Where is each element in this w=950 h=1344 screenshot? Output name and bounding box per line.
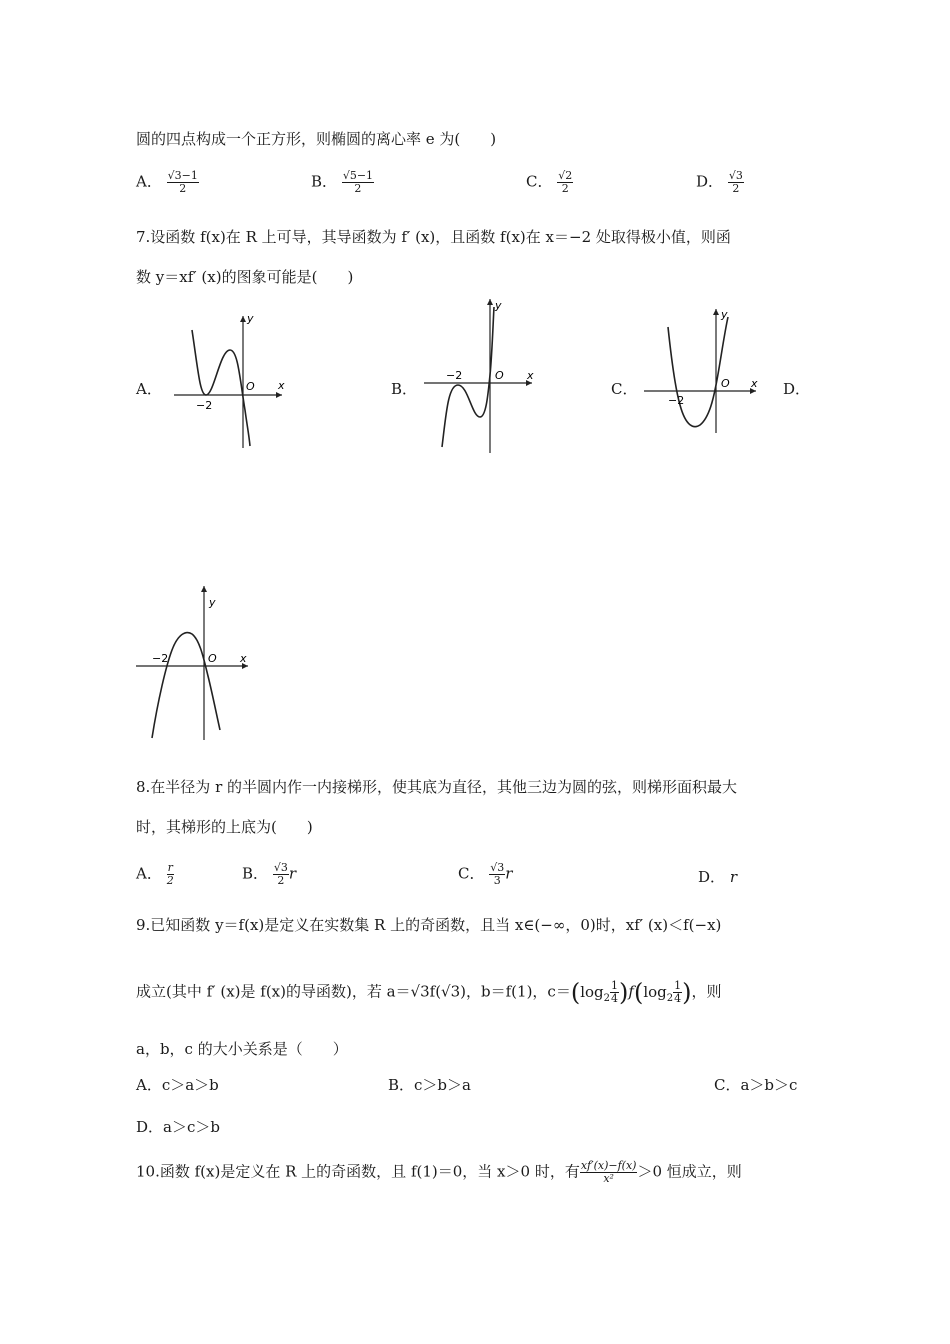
q7-graph-d <box>132 580 257 745</box>
q7-graph-b <box>420 295 540 455</box>
option-fraction: $\frac{√3}{3}$ <box>490 861 505 887</box>
q9-option-c[interactable]: C．a＞b＞c <box>714 1076 798 1094</box>
option-label: B． <box>311 172 338 191</box>
q7-graph-a <box>170 310 290 450</box>
q10-fraction: $\frac{xf'(x)-f(x)}{\text{x²}}$ <box>580 1159 637 1185</box>
q6-option-a[interactable] <box>136 170 199 195</box>
q7-graph-c <box>640 305 765 435</box>
q6-option-d[interactable] <box>696 170 744 195</box>
q8-option-a[interactable] <box>136 862 174 887</box>
log-expression: $\log_2$ $\frac{1}{4}$ <box>580 979 619 1005</box>
q9-option-b[interactable]: B．c＞b＞a <box>388 1076 471 1094</box>
option-label: D． <box>696 172 724 191</box>
q7-text-line1: 7.设函数 f(x)在 R 上可导，其导函数为 f′ (x)，且函数 f(x)在 x＝−2 处取得极小值，则函 <box>136 228 731 246</box>
q7-text-line2: 数 y＝xf′ (x)的图象可能是( ) <box>136 268 354 286</box>
q9-line2-end: ，则 <box>691 982 722 1001</box>
tick-label-minus-2: −2 <box>668 394 685 407</box>
y-axis-label: y <box>247 312 254 325</box>
q7-option-d-label[interactable]: D． <box>783 380 811 398</box>
log-expression: $\log_2$ $\frac{1}{4}$ <box>643 979 682 1005</box>
x-axis-label: x <box>278 379 285 392</box>
option-fraction: $\frac{r}{2}$ <box>166 861 174 887</box>
option-fraction: $\frac{√3}{2}$ <box>273 861 288 887</box>
option-label: B． <box>242 864 269 883</box>
option-fraction: $\frac{√3}{2}$ <box>728 169 743 195</box>
option-label: A． <box>136 864 162 883</box>
origin-label: O <box>721 377 730 390</box>
origin-label: O <box>246 380 255 393</box>
option-tail: r <box>288 864 296 883</box>
q10-text-end: ＞0 恒成立，则 <box>637 1162 742 1181</box>
option-fraction: $\frac{√5-1}{2}$ <box>342 169 374 195</box>
q8-option-d[interactable] <box>698 866 737 887</box>
q10-text-start: 10.函数 f(x)是定义在 R 上的奇函数，且 f(1)＝0，当 x＞0 时，有 <box>136 1162 580 1181</box>
tick-label-minus-2: −2 <box>446 369 463 382</box>
q6-option-b[interactable] <box>311 170 374 195</box>
option-label: D． <box>698 868 726 886</box>
q9-option-a[interactable]: A．c＞a＞b <box>136 1076 219 1094</box>
option-label: C． <box>458 864 485 883</box>
y-axis-label: y <box>209 596 216 609</box>
q7-option-a-label[interactable]: A． <box>136 380 162 398</box>
option-label: C． <box>526 172 553 191</box>
q10-text <box>136 1160 742 1185</box>
tick-label-minus-2: −2 <box>196 399 213 412</box>
f-symbol: f <box>628 982 634 1001</box>
q9-text-line1: 9.已知函数 y＝f(x)是定义在实数集 R 上的奇函数，且当 x∈(−∞，0)时，xf′ (x)＜f(−x) <box>136 916 722 934</box>
q9-text-line3: a，b，c 的大小关系是（ ） <box>136 1040 348 1058</box>
tick-label-minus-2: −2 <box>152 652 169 665</box>
q6-option-c[interactable] <box>526 170 573 195</box>
x-axis-label: x <box>240 652 247 665</box>
q8-text-line1: 8.在半径为 r 的半圆内作一内接梯形，使其底为直径，其他三边为圆的弦，则梯形面积最大 <box>136 778 738 796</box>
option-tail: r <box>505 864 513 883</box>
option-fraction: $\frac{√2}{2}$ <box>558 169 573 195</box>
option-fraction: $\frac{√3-1}{2}$ <box>167 169 198 195</box>
q7-option-c-label[interactable]: C． <box>611 380 638 398</box>
q9-option-d[interactable]: D．a＞c＞b <box>136 1118 220 1136</box>
origin-label: O <box>208 652 217 665</box>
q7-option-b-label[interactable]: B． <box>391 380 418 398</box>
x-axis-label: x <box>527 369 534 382</box>
origin-label: O <box>495 369 504 382</box>
q9-line2-start: 成立(其中 f′ (x)是 f(x)的导函数)，若 a＝√3f(√3)，b＝f(1)，c＝ <box>136 982 571 1001</box>
y-axis-label: y <box>721 308 728 321</box>
x-axis-label: x <box>751 377 758 390</box>
q8-option-b[interactable] <box>242 862 296 887</box>
q8-option-c[interactable] <box>458 862 512 887</box>
option-label: A． <box>136 172 162 191</box>
q6-text: 圆的四点构成一个正方形，则椭圆的离心率 e 为( ) <box>136 130 497 148</box>
q8-text-line2: 时，其梯形的上底为( ) <box>136 818 313 836</box>
q9-text-line2: 成立(其中 f′ (x)是 f(x)的导函数)，若 a＝√3f(√3)，b＝f(1)，$c=(\log_2$ $\frac{1}{4}$ )$f(\log_2$ $\frac{1}{4}$ )，则 <box>136 978 722 1007</box>
option-text: r <box>729 868 737 886</box>
y-axis-label: y <box>495 299 502 312</box>
